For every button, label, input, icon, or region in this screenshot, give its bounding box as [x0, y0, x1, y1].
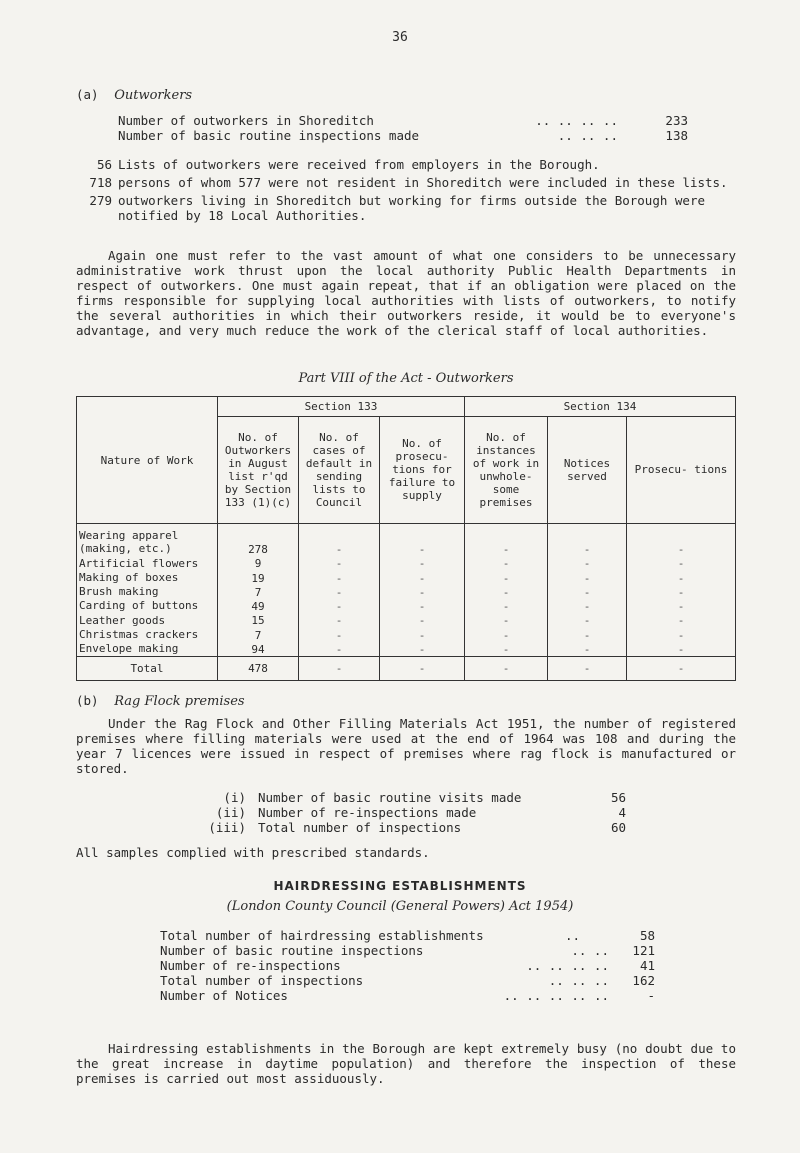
cell-dash: -	[465, 524, 548, 556]
total-value: 478	[218, 656, 299, 680]
rag-flock-heading	[76, 690, 245, 709]
cell-dash: -	[380, 556, 465, 570]
section-title: Outworkers	[114, 88, 193, 103]
cell-dash: -	[380, 570, 465, 584]
cell-dash: -	[465, 585, 548, 599]
outworkers-items	[68, 157, 736, 223]
col-header: No. of instances of work in unwhole- some premises	[465, 416, 548, 523]
row-nature: Carding of buttons	[77, 599, 218, 613]
row-count: 19	[218, 570, 299, 584]
table-row	[77, 613, 736, 627]
stat-number: (iii)	[208, 820, 246, 835]
stat-row	[196, 820, 626, 835]
col-header: Prosecu- tions	[627, 416, 736, 523]
stat-row	[118, 128, 688, 143]
table-row	[77, 585, 736, 599]
row-nature: Leather goods	[77, 613, 218, 627]
row-nature: Brush making	[77, 585, 218, 599]
cell-dash: -	[548, 570, 627, 584]
cell-dash: -	[465, 613, 548, 627]
hairdressing-stats	[160, 928, 655, 1003]
cell-dash: -	[380, 524, 465, 556]
cell-dash: -	[380, 585, 465, 599]
cell-dash: -	[299, 524, 380, 556]
stat-label: Number of re-inspections	[160, 958, 341, 973]
cell-dash: -	[299, 585, 380, 599]
stat-dots: .. .. .. .. ..	[503, 988, 609, 1003]
col-header-nature: Nature of Work	[77, 397, 218, 524]
stat-row	[160, 958, 655, 973]
table-title: Part VIII of the Act - Outworkers	[298, 371, 514, 386]
cell-dash: -	[627, 613, 736, 627]
table-row	[77, 642, 736, 657]
row-count: 7	[218, 585, 299, 599]
col-header: No. of prosecu- tions for failure to supply	[380, 416, 465, 523]
rag-flock-note: All samples complied with prescribed standards.	[76, 845, 430, 860]
cell-dash: -	[548, 599, 627, 613]
cell-dash: -	[465, 599, 548, 613]
item-text: persons of whom 577 were not resident in Shoreditch were included in these lists.	[118, 175, 728, 190]
section-133-header: Section 133	[218, 397, 465, 417]
stat-dots: .. ..	[571, 943, 609, 958]
cell-dash: -	[465, 627, 548, 641]
row-nature: Envelope making	[77, 642, 218, 657]
total-label: Total	[77, 656, 218, 680]
row-count: 9	[218, 556, 299, 570]
stat-label: Number of basic routine inspections made	[118, 128, 420, 143]
stat-label: Total number of inspections	[258, 820, 462, 835]
row-nature: Wearing apparel (making, etc.)	[77, 524, 218, 556]
stat-label: Total number of hairdressing establishments	[160, 928, 484, 943]
stat-label: Number of basic routine inspections	[160, 943, 424, 958]
rag-flock-stats	[196, 790, 626, 835]
list-item	[68, 175, 736, 190]
hairdressing-title: HAIRDRESSING ESTABLISHMENTS	[273, 879, 527, 893]
cell-dash: -	[548, 556, 627, 570]
item-number: 279	[89, 193, 112, 208]
stat-label: Number of basic routine visits made	[258, 790, 522, 805]
cell-dash: -	[548, 642, 627, 657]
hairdressing-subtitle: (London County Council (General Powers) Act 1954)	[226, 899, 574, 914]
stat-row	[118, 113, 688, 128]
col-header: No. of cases of default in sending lists to Council	[299, 416, 380, 523]
hairdressing-paragraph: Hairdressing establishments in the Borough are kept extremely busy (no doubt due to the great increase in daytime population) and therefore the inspection of these premises is carried out most assiduously.	[76, 1041, 736, 1086]
cell-dash: -	[465, 642, 548, 657]
cell-dash: -	[627, 570, 736, 584]
cell-dash: -	[548, 613, 627, 627]
stat-value: -	[647, 988, 655, 1003]
row-count: 278	[218, 524, 299, 556]
stat-value: 60	[610, 820, 626, 835]
col-header: No. of Outworkers in August list r'qd by Section 133 (1)(c)	[218, 416, 299, 523]
item-number: 718	[89, 175, 112, 190]
section-label: (a)	[76, 87, 99, 102]
cell-dash: -	[465, 570, 548, 584]
row-count: 49	[218, 599, 299, 613]
cell-dash: -	[299, 570, 380, 584]
outworkers-paragraph: Again one must refer to the vast amount of what one considers to be unnecessary administrative work thrust upon the local authority Public Health Departments in respect of outworkers. One must again repeat, that if an obligation were placed on the firms responsible for supplying local authorities with lists of outworkers, to notify the several authorities in which their outworkers reside, it would be to everyone's advantage, and very much reduce the work of the clerical staff of local authorities.	[76, 248, 736, 338]
table-row	[77, 556, 736, 570]
stat-label: Number of outworkers in Shoreditch	[118, 113, 374, 128]
item-text: outworkers living in Shoreditch but working for firms outside the Borough were notified by 18 Local Authorities.	[118, 193, 705, 223]
stat-row	[196, 790, 626, 805]
cell-dash: -	[299, 613, 380, 627]
rag-flock-paragraph: Under the Rag Flock and Other Filling Materials Act 1951, the number of registered premises where filling materials were used at the end of 1964 was 108 and during the year 7 licences were issued in respect of premises where rag flock is manufactured or stored.	[76, 716, 736, 776]
stat-dots: .. .. ..	[548, 973, 609, 988]
page-number: 36	[392, 30, 408, 45]
table-total-row	[77, 656, 736, 680]
cell-dash: -	[627, 656, 736, 680]
stat-row	[160, 943, 655, 958]
stat-number: (ii)	[215, 805, 246, 820]
list-item	[68, 157, 736, 172]
cell-dash: -	[380, 627, 465, 641]
stat-dots: .. .. .. ..	[535, 113, 618, 128]
cell-dash: -	[380, 656, 465, 680]
cell-dash: -	[548, 656, 627, 680]
stat-value: 58	[639, 928, 655, 943]
outworkers-table	[76, 396, 736, 681]
stat-label: Number of Notices	[160, 988, 288, 1003]
col-header: Notices served	[548, 416, 627, 523]
cell-dash: -	[380, 613, 465, 627]
cell-dash: -	[627, 627, 736, 641]
stat-number: (i)	[223, 790, 246, 805]
row-nature: Christmas crackers	[77, 627, 218, 641]
row-count: 94	[218, 642, 299, 657]
cell-dash: -	[380, 642, 465, 657]
item-text: Lists of outworkers were received from employers in the Borough.	[118, 157, 600, 172]
cell-dash: -	[465, 656, 548, 680]
section-title: Rag Flock premises	[114, 694, 245, 709]
stat-label: Total number of inspections	[160, 973, 364, 988]
item-number: 56	[96, 157, 112, 172]
row-nature: Artificial flowers	[77, 556, 218, 570]
stat-value: 233	[665, 113, 688, 128]
row-count: 15	[218, 613, 299, 627]
row-count: 7	[218, 627, 299, 641]
table-row	[77, 599, 736, 613]
cell-dash: -	[299, 656, 380, 680]
table-row	[77, 627, 736, 641]
section-label: (b)	[76, 693, 99, 708]
stat-value: 4	[618, 805, 626, 820]
cell-dash: -	[627, 642, 736, 657]
stat-row	[196, 805, 626, 820]
cell-dash: -	[299, 556, 380, 570]
stat-row	[160, 988, 655, 1003]
cell-dash: -	[299, 642, 380, 657]
cell-dash: -	[299, 599, 380, 613]
cell-dash: -	[627, 556, 736, 570]
stat-row	[160, 973, 655, 988]
stat-row	[160, 928, 655, 943]
cell-dash: -	[548, 627, 627, 641]
cell-dash: -	[627, 524, 736, 556]
stat-value: 41	[639, 958, 655, 973]
table-row	[77, 524, 736, 556]
cell-dash: -	[299, 627, 380, 641]
stat-value: 56	[610, 790, 626, 805]
outworkers-stats	[118, 113, 688, 143]
stat-label: Number of re-inspections made	[258, 805, 477, 820]
cell-dash: -	[465, 556, 548, 570]
cell-dash: -	[380, 599, 465, 613]
stat-value: 138	[665, 128, 688, 143]
outworkers-heading	[76, 84, 192, 103]
list-item	[68, 193, 736, 223]
stat-value: 121	[632, 943, 655, 958]
cell-dash: -	[627, 599, 736, 613]
row-nature: Making of boxes	[77, 570, 218, 584]
stat-dots: .. .. .. ..	[526, 958, 609, 973]
cell-dash: -	[627, 585, 736, 599]
stat-value: 162	[632, 973, 655, 988]
stat-dots: ..	[565, 928, 581, 943]
table-row	[77, 570, 736, 584]
stat-dots: .. .. ..	[557, 128, 618, 143]
cell-dash: -	[548, 524, 627, 556]
cell-dash: -	[548, 585, 627, 599]
section-134-header: Section 134	[465, 397, 736, 417]
